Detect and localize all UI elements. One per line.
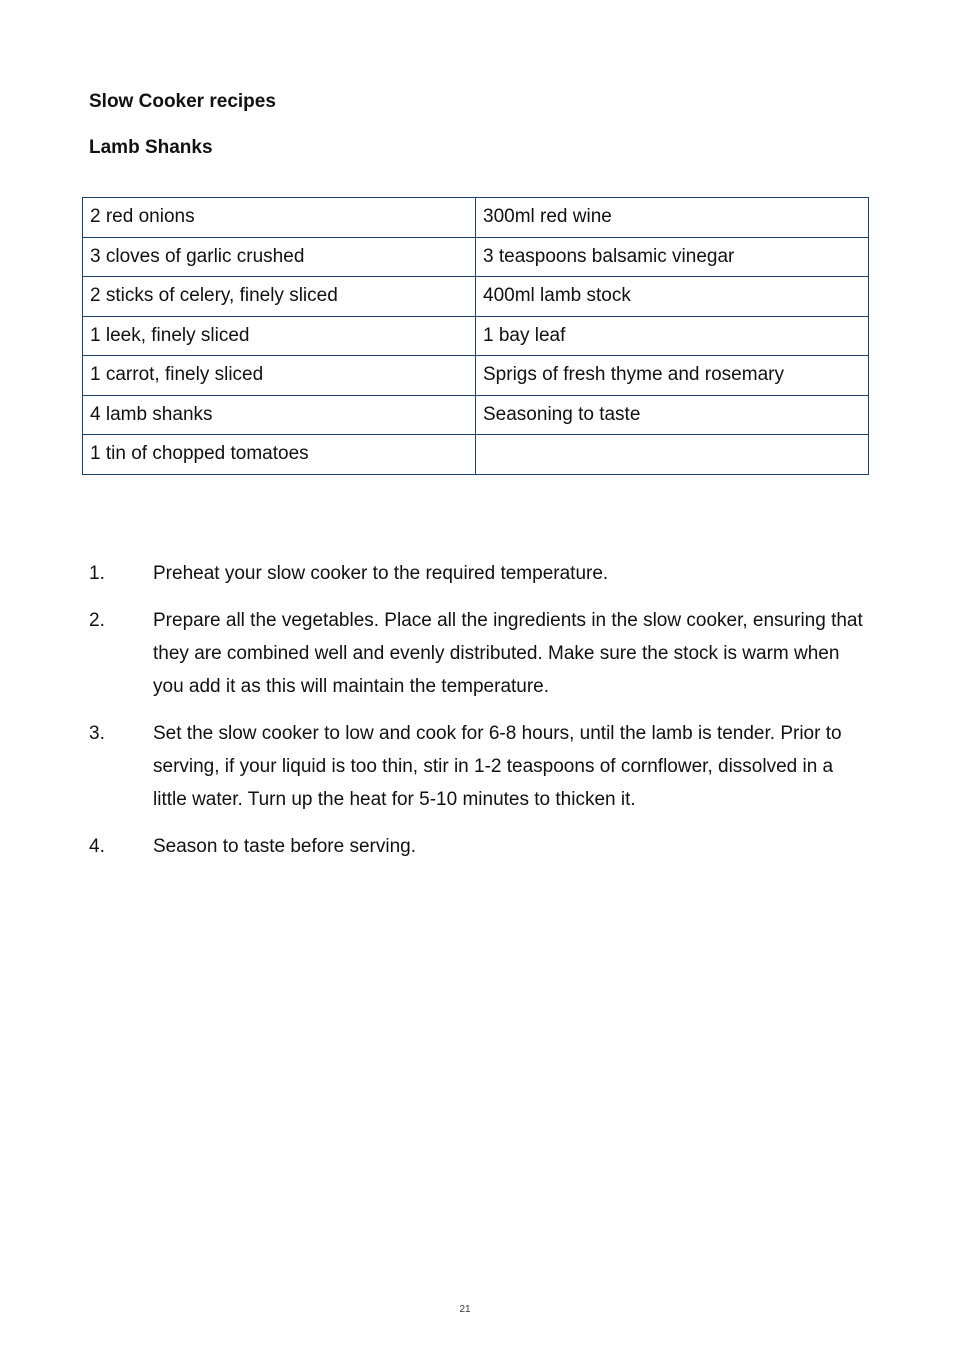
ingredient-cell: 1 leek, finely sliced (83, 316, 476, 356)
table-row (83, 356, 869, 396)
list-item (89, 604, 869, 703)
ingredient-cell: 1 tin of chopped tomatoes (83, 435, 476, 475)
list-item (89, 830, 869, 863)
table-row (83, 198, 869, 238)
ingredient-cell: 3 cloves of garlic crushed (83, 237, 476, 277)
table-row (83, 277, 869, 317)
step-number: 1. (89, 563, 105, 584)
ingredient-cell-empty (476, 435, 869, 475)
list-item (89, 717, 869, 816)
ingredient-cell: 2 red onions (83, 198, 476, 238)
step-number: 3. (89, 723, 105, 744)
ingredient-cell: Seasoning to taste (476, 395, 869, 435)
ingredient-cell: 1 bay leaf (476, 316, 869, 356)
ingredient-cell: 400ml lamb stock (476, 277, 869, 317)
step-text: Season to taste before serving. (153, 836, 416, 857)
section-title: Slow Cooker recipes (89, 91, 276, 112)
step-number: 4. (89, 836, 105, 857)
ingredient-cell: Sprigs of fresh thyme and rosemary (476, 356, 869, 396)
table-row (83, 237, 869, 277)
ingredient-cell: 300ml red wine (476, 198, 869, 238)
table-row (83, 316, 869, 356)
step-number: 2. (89, 610, 105, 631)
recipe-title: Lamb Shanks (89, 137, 213, 158)
table-row (83, 395, 869, 435)
table-row (83, 435, 869, 475)
step-text: Set the slow cooker to low and cook for 6-8 hours, until the lamb is tender. Prior to serving, if your liquid is too thin, stir in 1-2 teaspoons of cornflower, dissolved in a little water. Turn up the heat for 5-10 minutes to thicken it. (153, 723, 842, 810)
step-text: Preheat your slow cooker to the required temperature. (153, 563, 609, 584)
ingredient-cell: 1 carrot, finely sliced (83, 356, 476, 396)
ingredient-cell: 3 teaspoons balsamic vinegar (476, 237, 869, 277)
list-item (89, 557, 869, 590)
step-text: Prepare all the vegetables. Place all the ingredients in the slow cooker, ensuring that they are combined well and evenly distributed. Make sure the stock is warm when you add it as this will maintain the temperature. (153, 610, 863, 697)
method-steps (89, 557, 869, 877)
ingredient-cell: 4 lamb shanks (83, 395, 476, 435)
ingredient-cell: 2 sticks of celery, finely sliced (83, 277, 476, 317)
page-number: 21 (459, 1304, 471, 1315)
ingredients-table (82, 197, 869, 475)
